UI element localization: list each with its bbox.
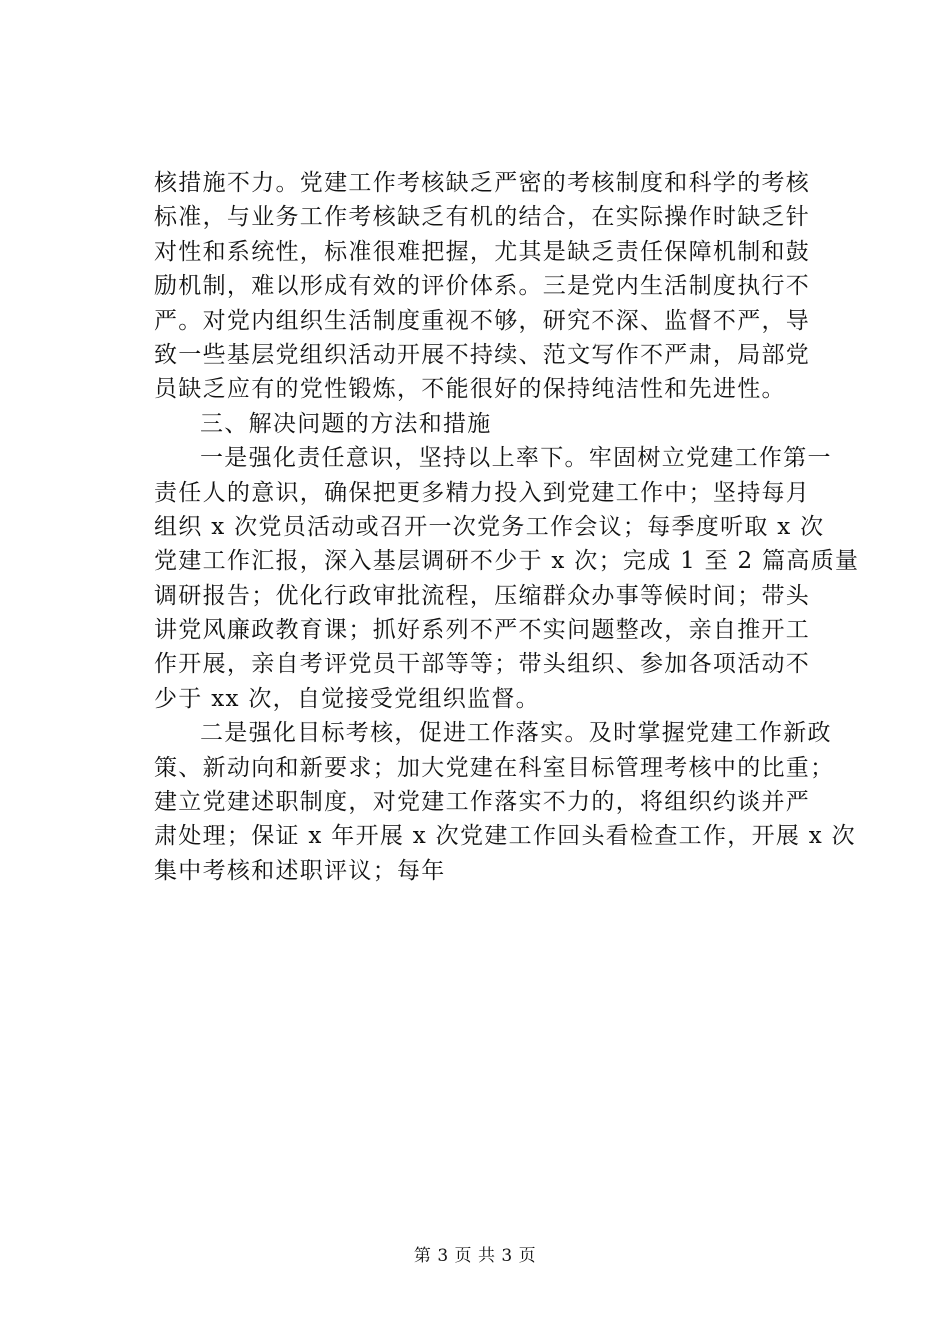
text-line-13: 调研报告；优化行政审批流程，压缩群众办事等候时间；带头	[154, 582, 811, 609]
text-line-14: 讲党风廉政教育课；抓好系列不严不实问题整改，亲自推开工	[154, 617, 811, 644]
text-line-12: 党建工作汇报，深入基层调研不少于 x 次；完成 1 至 2 篇高质量	[154, 548, 860, 575]
text-line-15: 作开展，亲自考评党员干部等等；带头组织、参加各项活动不	[154, 651, 811, 678]
text-line-17: 二是强化目标考核，促进工作落实。及时掌握党建工作新政	[200, 720, 832, 747]
text-line-9: 一是强化责任意识，坚持以上率下。牢固树立党建工作第一	[200, 445, 832, 472]
text-line-2: 标准，与业务工作考核缺乏有机的结合，在实际操作时缺乏针	[154, 204, 811, 231]
text-line-19: 建立党建述职制度，对党建工作落实不力的，将组织约谈并严	[154, 789, 811, 816]
text-line-1: 核措施不力。党建工作考核缺乏严密的考核制度和科学的考核	[154, 170, 811, 196]
text-line-7: 员缺乏应有的党性锻炼，不能很好的保持纯洁性和先进性。	[154, 376, 786, 403]
text-line-18: 策、新动向和新要求；加大党建在科室目标管理考核中的比重；	[154, 754, 835, 781]
text-line-5: 严。对党内组织生活制度重视不够，研究不深、监督不严，导	[154, 307, 811, 334]
text-line-3: 对性和系统性，标准很难把握，尤其是缺乏责任保障机制和鼓	[154, 238, 811, 265]
text-line-21: 集中考核和述职评议；每年	[154, 857, 446, 884]
page-number-footer: 第 3 页 共 3 页	[413, 1246, 537, 1266]
text-line-4: 励机制，难以形成有效的评价体系。三是党内生活制度执行不	[154, 273, 811, 300]
text-line-16: 少于 xx 次，自觉接受党组织监督。	[154, 685, 540, 712]
text-line-20: 肃处理；保证 x 年开展 x 次党建工作回头看检查工作，开展 x 次	[154, 823, 856, 850]
text-line-10: 责任人的意识，确保把更多精力投入到党建工作中；坚持每月	[154, 479, 811, 506]
section-heading: 三、解决问题的方法和措施	[200, 410, 492, 437]
body-text	[154, 166, 860, 888]
text-line-11: 组织 x 次党员活动或召开一次党务工作会议；每季度听取 x 次	[154, 513, 825, 540]
text-line-6: 致一些基层党组织活动开展不持续、范文写作不严肃，局部党	[154, 341, 811, 368]
